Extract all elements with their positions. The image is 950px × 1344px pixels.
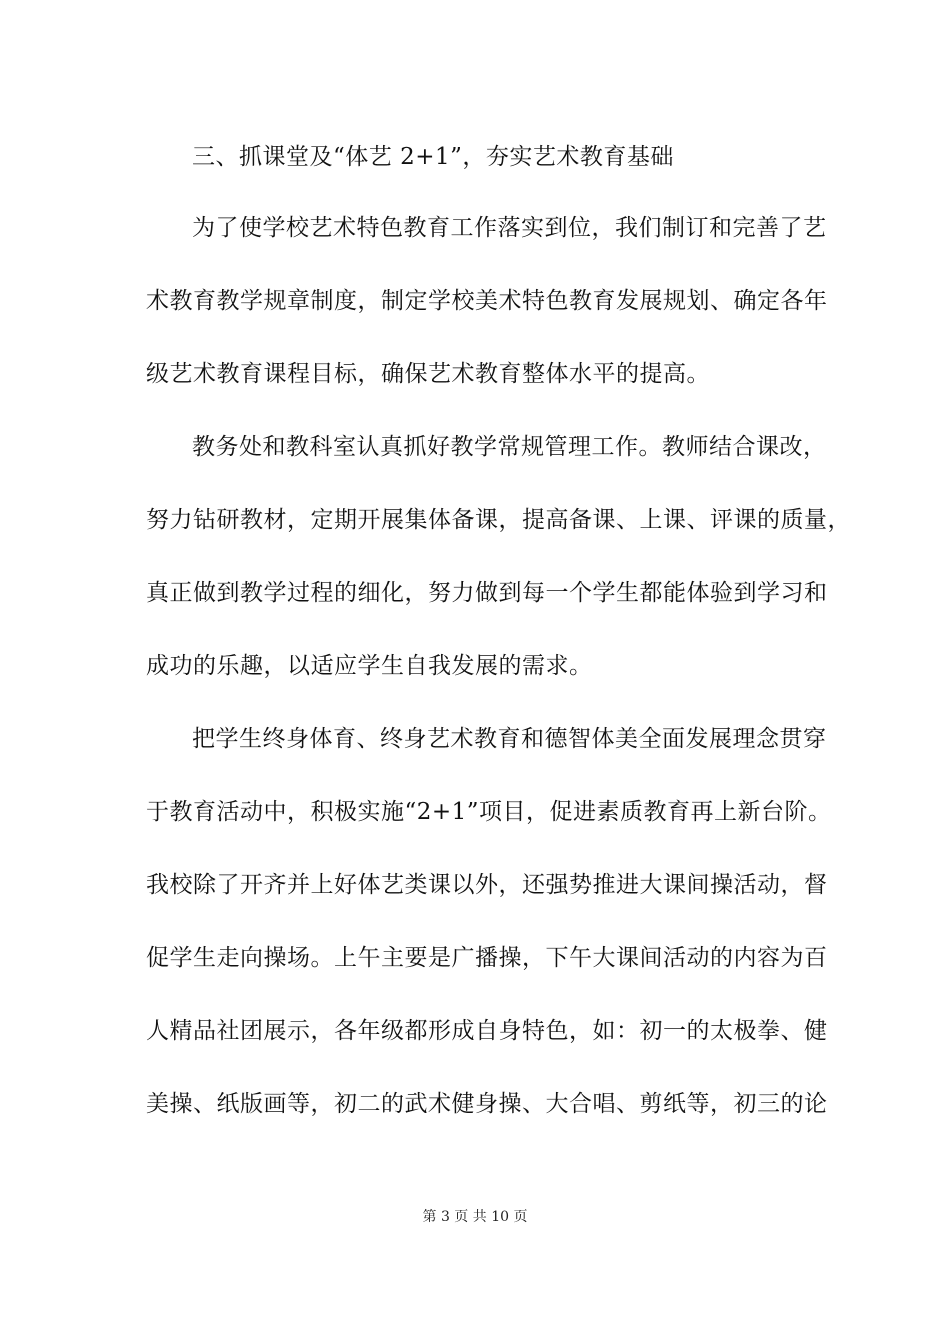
page-number-label: 第 3 页 共 10 页 [422, 1209, 528, 1225]
paragraph-1-line-1: 为了使学校艺术特色教育工作落实到位，我们制订和完善了艺 [192, 215, 827, 241]
paragraph-3-line-6: 美操、纸版画等，初二的武术健身操、大合唱、剪纸等，初三的论 [146, 1091, 828, 1117]
paragraph-2-line-1: 教务处和教科室认真抓好教学常规管理工作。教师结合课改， [192, 434, 827, 460]
paragraph-3-line-2: 于教育活动中，积极实施“2+1”项目，促进素质教育再上新台阶。 [146, 799, 832, 825]
paragraph-2-line-2: 努力钻研教材，定期开展集体备课，提高备课、上课、评课的质量， [146, 507, 851, 533]
section-heading: 三、抓课堂及“体艺 2+1”，夯实艺术教育基础 [192, 144, 674, 170]
paragraph-3-line-5: 人精品社团展示，各年级都形成自身特色，如：初一的太极拳、健 [146, 1018, 828, 1044]
paragraph-2-line-4: 成功的乐趣，以适应学生自我发展的需求。 [146, 653, 593, 679]
paragraph-3-line-3: 我校除了开齐并上好体艺类课以外，还强势推进大课间操活动，督 [146, 872, 828, 898]
paragraph-1-line-2: 术教育教学规章制度，制定学校美术特色教育发展规划、确定各年 [146, 288, 828, 314]
paragraph-2-line-3: 真正做到教学过程的细化，努力做到每一个学生都能体验到学习和 [146, 580, 828, 606]
paragraph-3-line-1: 把学生终身体育、终身艺术教育和德智体美全面发展理念贯穿 [192, 726, 827, 752]
paragraph-1-line-3: 级艺术教育课程目标，确保艺术教育整体水平的提高。 [146, 361, 710, 387]
page-number-footer [0, 1207, 950, 1227]
paragraph-3-line-4: 促学生走向操场。上午主要是广播操，下午大课间活动的内容为百 [146, 945, 828, 971]
